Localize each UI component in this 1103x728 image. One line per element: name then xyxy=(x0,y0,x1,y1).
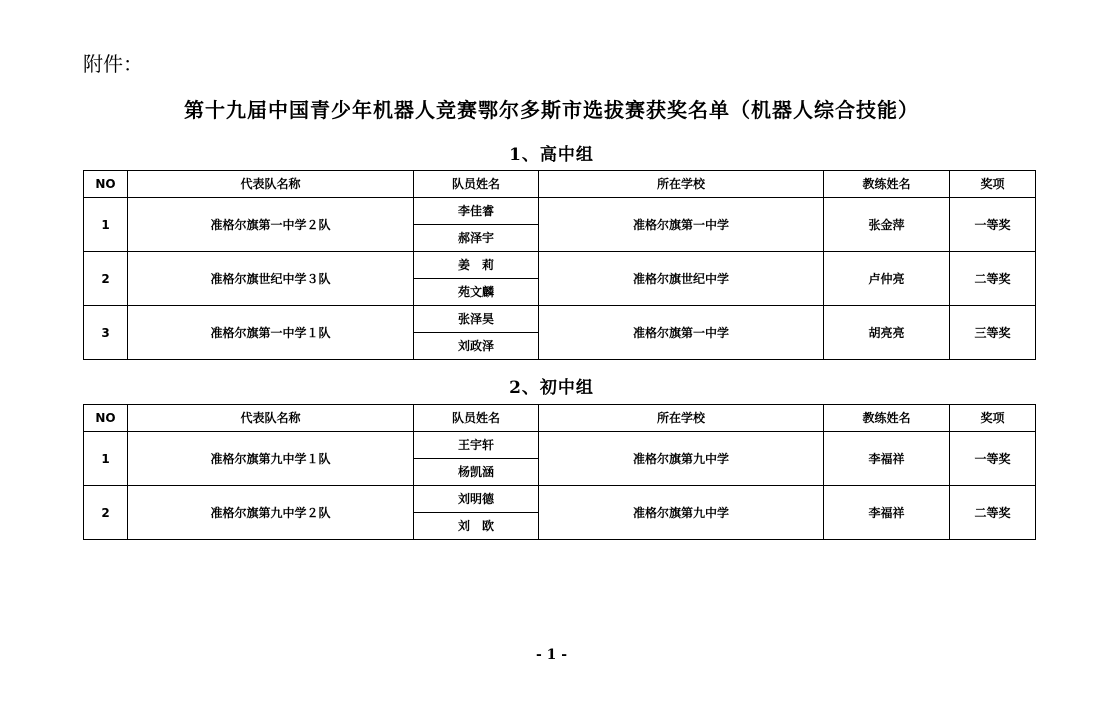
award-level: 二等奖 xyxy=(950,252,1036,306)
row-no: 2 xyxy=(84,486,128,540)
header-award: 奖项 xyxy=(950,171,1036,198)
school-name: 准格尔旗世纪中学 xyxy=(539,252,824,306)
table-header-row xyxy=(84,405,1036,432)
table-row xyxy=(84,432,1036,459)
table-row xyxy=(84,198,1036,225)
header-school: 所在学校 xyxy=(539,171,824,198)
coach-name: 李福祥 xyxy=(824,432,950,486)
table-row xyxy=(84,306,1036,333)
school-name: 准格尔旗第一中学 xyxy=(539,306,824,360)
member-name: 刘 欧 xyxy=(414,513,539,540)
row-no: 1 xyxy=(84,432,128,486)
header-members: 队员姓名 xyxy=(414,171,539,198)
member-name: 苑文麟 xyxy=(414,279,539,306)
header-team: 代表队名称 xyxy=(128,171,414,198)
member-name: 李佳睿 xyxy=(414,198,539,225)
header-coach: 教练姓名 xyxy=(824,171,950,198)
award-level: 三等奖 xyxy=(950,306,1036,360)
header-coach: 教练姓名 xyxy=(824,405,950,432)
award-level: 一等奖 xyxy=(950,198,1036,252)
member-name: 杨凯涵 xyxy=(414,459,539,486)
member-name: 郝泽宇 xyxy=(414,225,539,252)
group-title-senior-high: 1、高中组 xyxy=(509,145,594,165)
award-table-senior-high xyxy=(83,170,1036,360)
member-name: 刘明德 xyxy=(414,486,539,513)
coach-name: 张金萍 xyxy=(824,198,950,252)
row-no: 2 xyxy=(84,252,128,306)
award-level: 一等奖 xyxy=(950,432,1036,486)
header-award: 奖项 xyxy=(950,405,1036,432)
team-name: 准格尔旗第一中学２队 xyxy=(128,198,414,252)
header-team: 代表队名称 xyxy=(128,405,414,432)
coach-name: 卢仲亮 xyxy=(824,252,950,306)
table-row xyxy=(84,486,1036,513)
team-name: 准格尔旗世纪中学３队 xyxy=(128,252,414,306)
header-no: NO xyxy=(84,405,128,432)
member-name: 王宇轩 xyxy=(414,432,539,459)
member-name: 刘政泽 xyxy=(414,333,539,360)
group-title-junior-high: 2、初中组 xyxy=(509,378,594,398)
school-name: 准格尔旗第九中学 xyxy=(539,486,824,540)
award-level: 二等奖 xyxy=(950,486,1036,540)
award-table-junior-high xyxy=(83,404,1036,540)
table-header-row xyxy=(84,171,1036,198)
attachment-label: 附件： xyxy=(83,52,143,76)
member-name: 姜 莉 xyxy=(414,252,539,279)
document-title: 第十九届中国青少年机器人竞赛鄂尔多斯市选拔赛获奖名单（机器人综合技能） xyxy=(184,98,919,122)
team-name: 准格尔旗第一中学１队 xyxy=(128,306,414,360)
coach-name: 李福祥 xyxy=(824,486,950,540)
table-row xyxy=(84,252,1036,279)
header-members: 队员姓名 xyxy=(414,405,539,432)
row-no: 3 xyxy=(84,306,128,360)
team-name: 准格尔旗第九中学２队 xyxy=(128,486,414,540)
header-school: 所在学校 xyxy=(539,405,824,432)
school-name: 准格尔旗第一中学 xyxy=(539,198,824,252)
coach-name: 胡亮亮 xyxy=(824,306,950,360)
row-no: 1 xyxy=(84,198,128,252)
header-no: NO xyxy=(84,171,128,198)
school-name: 准格尔旗第九中学 xyxy=(539,432,824,486)
page-number: - 1 - xyxy=(535,647,568,663)
member-name: 张泽昊 xyxy=(414,306,539,333)
team-name: 准格尔旗第九中学１队 xyxy=(128,432,414,486)
